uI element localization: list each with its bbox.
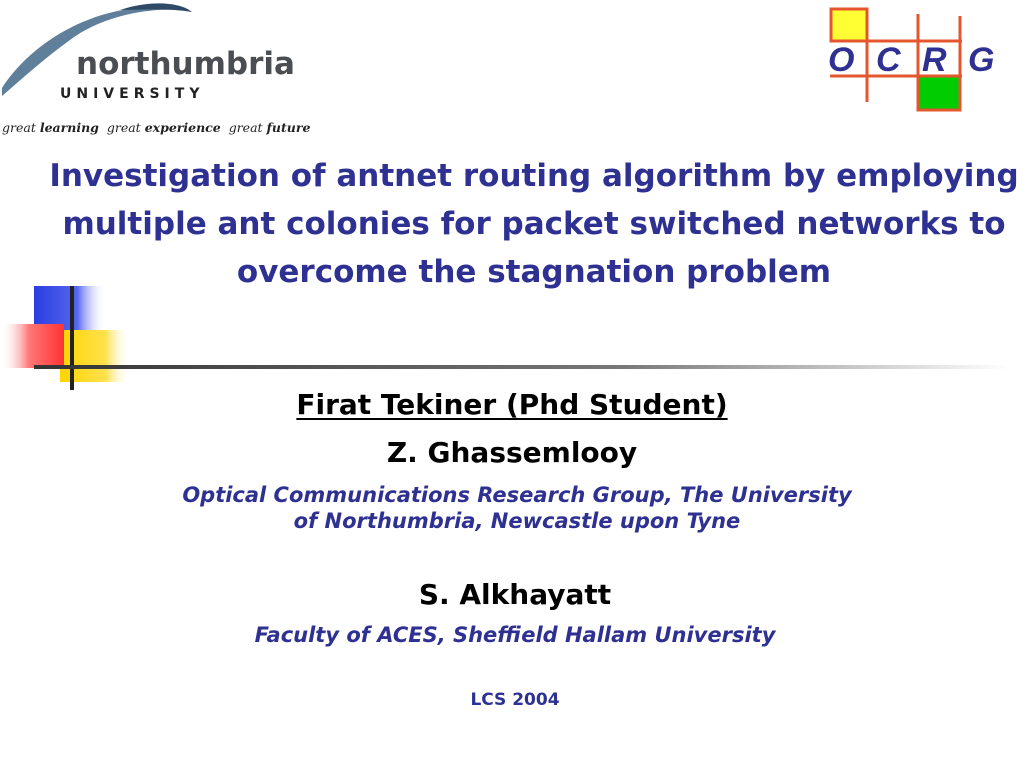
conference-label: LCS 2004 — [470, 690, 560, 710]
affiliation-sheffield: Faculty of ACES, Sheffield Hallam University — [254, 623, 776, 647]
decorative-squares — [0, 282, 1010, 392]
university-wordmark: UNIVERSITY — [60, 86, 205, 102]
slide-title: Investigation of antnet routing algorithm by employing multiple ant colonies for packet switched networks to overcome the stagnation problem — [49, 158, 1019, 290]
ocrg-logo — [826, 6, 995, 116]
ocrg-letter-r: R — [922, 41, 947, 79]
ocrg-letter-c: C — [876, 41, 901, 79]
northumbria-wordmark: northumbria — [76, 46, 295, 82]
ocrg-letter-o: O — [828, 41, 855, 79]
ocrg-letter-g: G — [968, 41, 995, 79]
author-third: S. Alkhayatt — [418, 578, 612, 611]
author-primary: Firat Tekiner (Phd Student) — [296, 388, 728, 421]
author-secondary: Z. Ghassemlooy — [386, 436, 638, 469]
northumbria-tagline: great learning great experience great future — [2, 120, 311, 135]
northumbria-logo — [0, 0, 312, 140]
affiliation-northumbria: Optical Communications Research Group, The University of Northumbria, Newcastle upon Tyne — [182, 483, 852, 533]
